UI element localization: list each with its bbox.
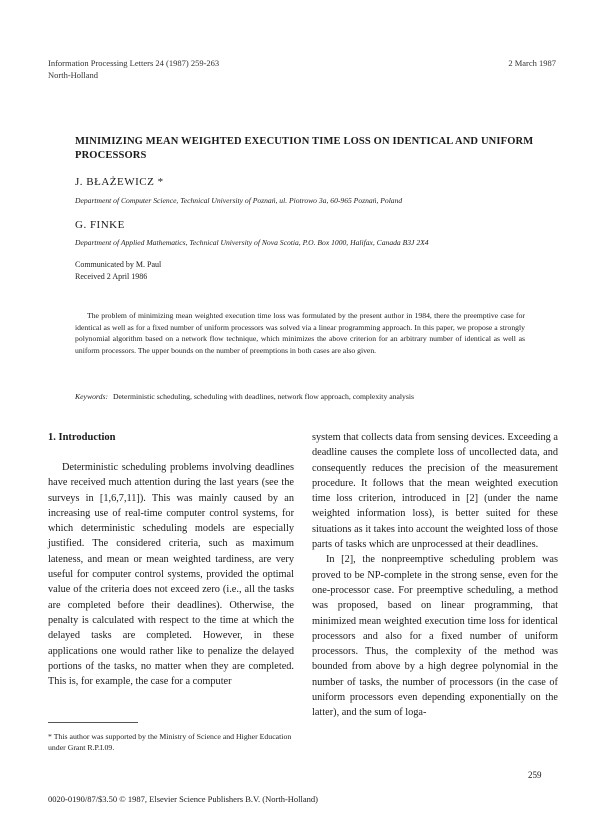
author-name: G. FINKE — [75, 219, 125, 231]
page-number: 259 — [528, 770, 542, 780]
left-column — [48, 460, 294, 689]
intro-paragraph-2: In [2], the nonpreemptive scheduling problem was proved to be NP-complete in the strong sense, even for the one-processor case. For preemptive scheduling, a method was proposed, based on linear programming, that minimized mean weighted execution time loss for identical processors and also for a fixed number of uniform processors. Thus, the complexity of the method was bounded from above by a high degree polynomial in the number of tasks, the number of processors (in the case of uniform processors even depending exponentially on the latter), and the sum of loga- — [312, 554, 558, 719]
paper-title: MINIMIZING MEAN WEIGHTED EXECUTION TIME LOSS ON IDENTICAL AND UNIFORM PROCESSORS — [75, 136, 534, 161]
author-affiliation: Department of Computer Science, Technical University of Poznań, ul. Piotrowo 3a, 60-965 Poznań, Poland — [75, 196, 403, 205]
keywords — [75, 392, 525, 401]
issue-date: 2 March 1987 — [508, 58, 556, 68]
author-affiliation: Department of Applied Mathematics, Technical University of Nova Scotia, P.O. Box 1000, Halifax, Canada B3J 2X4 — [75, 238, 429, 247]
received-date: Received 2 April 1986 — [75, 272, 148, 281]
publisher: North-Holland — [48, 70, 99, 80]
keywords-text: Deterministic scheduling, scheduling with deadlines, network flow approach, complexity analysis — [112, 392, 414, 401]
footnote: * This author was supported by the Ministry of Science and Higher Education under Grant R.P.I.09. — [48, 732, 292, 752]
communicated-by: Communicated by M. Paul — [75, 260, 162, 269]
right-column — [312, 430, 558, 721]
section-title: 1. Introduction — [48, 432, 116, 443]
journal-citation: Information Processing Letters 24 (1987) 259-263 — [48, 58, 220, 68]
intro-paragraph-continued: system that collects data from sensing devices. Exceeding a deadline causes the complete loss of uncollected data, and consequently reduces the precision of the measurement procedure. It follows that the mean weighted execution time loss criterion, introduced in [2] (under the name weighted information loss), is better suited for these situations as it takes into account the weighted loss of those parts of tasks which are unprocessed at their deadlines. — [312, 432, 558, 551]
keywords-label: Keywords: — [75, 392, 109, 401]
footnote-divider — [48, 722, 138, 723]
author-name: J. BŁAŻEWICZ * — [75, 176, 164, 188]
copyright-footer: 0020-0190/87/$3.50 © 1987, Elsevier Science Publishers B.V. (North-Holland) — [48, 794, 319, 804]
abstract: The problem of minimizing mean weighted execution time loss was formulated by the present author in 1984, there the preemptive case for identical as well as for a fixed number of uniform processors was solved via a linear programming approach. In this paper, we propose a strongly polynomial algorithm based on a network flow technique, which minimizes the above criterion for an arbitrary number of identical as well as uniform processors. The upper bounds on the number of preemptions in both cases are also given. — [75, 311, 525, 355]
intro-paragraph: Deterministic scheduling problems involving deadlines have received much attention during the last years (see the surveys in [1,6,7,11]). This was mainly caused by an increasing use of real-time computer control systems, for which deterministic scheduling models are especially justified. The considered criteria, such as maximum lateness, and mean or mean weighted tardiness, are very useful for computer control systems, provided the optimal value of the criteria does not exceed zero (i.e., all the tasks are completed before their deadlines). Otherwise, the penalty is calculated with respect to the time at which the delayed tasks are completed. However, in these applications one would rather like to penalize the delayed portions of the tasks, no matter when they are completed. This is, for example, the case for a computer — [48, 462, 294, 688]
